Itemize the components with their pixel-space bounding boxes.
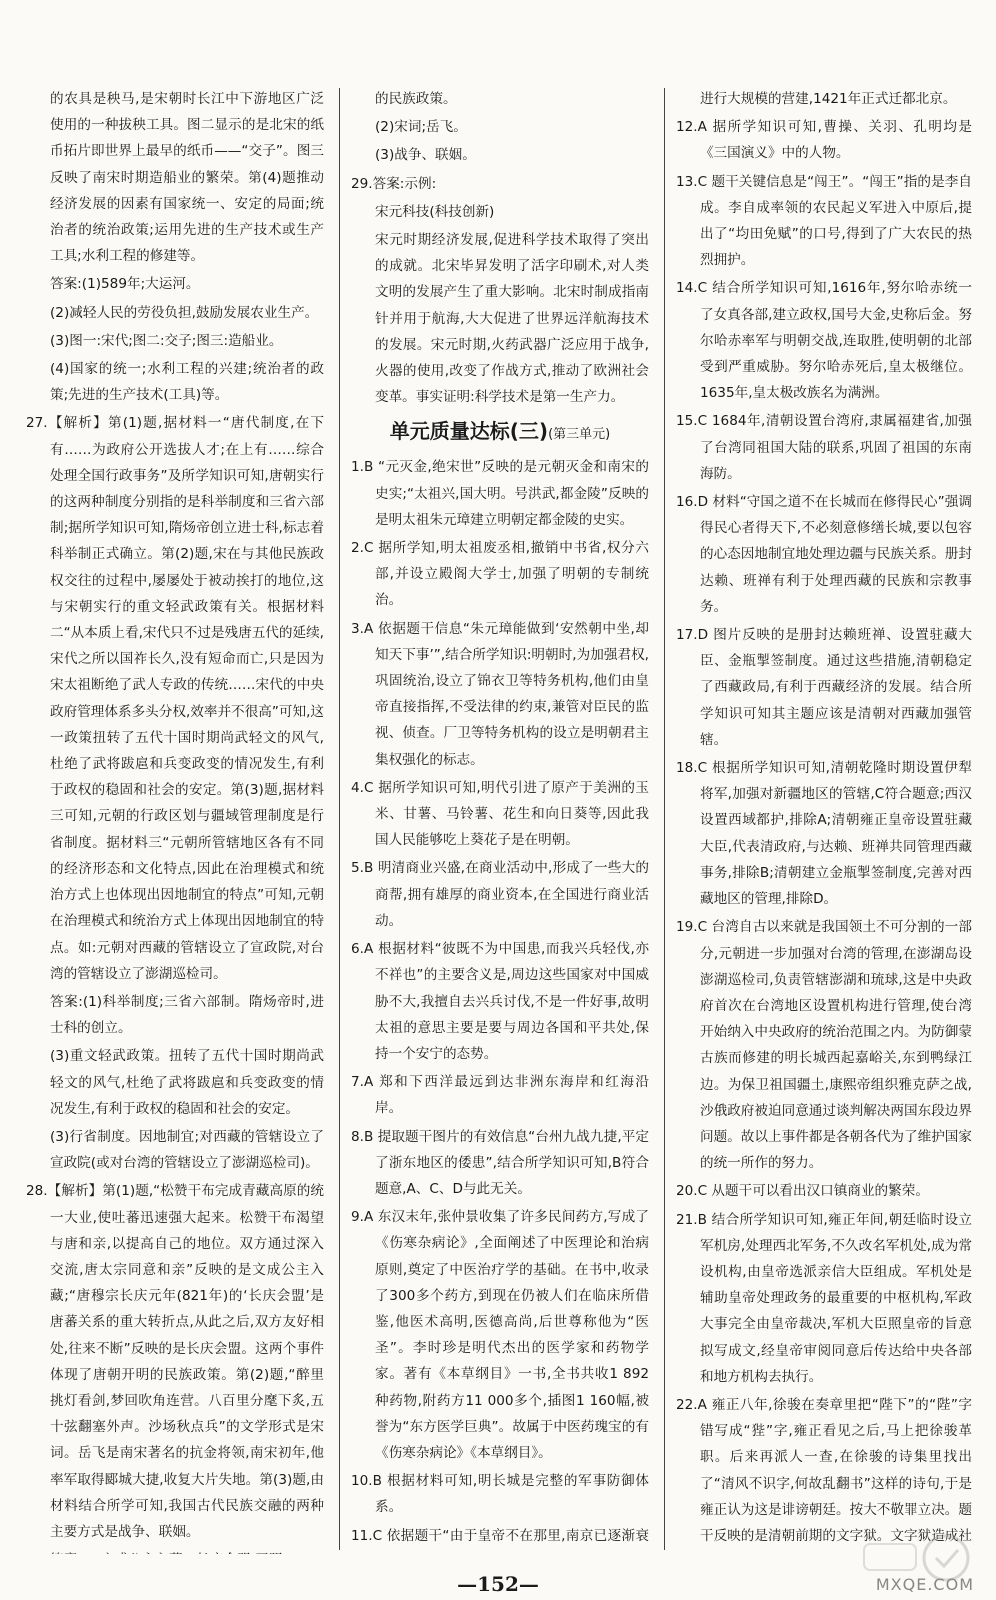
section-title xyxy=(351,416,649,450)
paragraph: (3)图一:宋代;图二:交子;图三:造船业。 xyxy=(50,332,283,349)
paragraph: 宋元时期经济发展,促进科学技术取得了突出的成就。北宋毕昇发明了活字印刷术,对人类文明的发展产生了重大影响。北宋时制成指南针并用于航海,大大促进了世界远洋航海技术的发展。宋元时期,火药武器广泛应用于战争,火器的使用,改变了作战方式,推动了欧洲社会变革。事实证明:科学技术是第一生产力。 xyxy=(375,232,649,406)
paragraph: 2.C 据所学知,明太祖废丞相,撤销中书省,权分六部,并设立殿阁大学士,加强了明朝的专制统治。 xyxy=(351,540,649,609)
paragraph: 的农具是秧马,是宋朝时长江中下游地区广泛使用的一种拔秧工具。图二显示的是北宋的纸币拓片即世界上最早的纸币——“交子”。图三反映了南宋时期造船业的繁荣。第(4)题推动经济发展的因素有国家统一、安定的局面;统治者的统治政策;运用先进的生产技术或生产工具;水利工程的修建等。 xyxy=(50,91,324,265)
column-divider xyxy=(664,88,665,1550)
paragraph: 27.【解析】第(1)题,据材料一“唐代制度,在下有……为政府公开选拔人才;在上有……综合处理全国行政事务”及所学知识可知,唐朝实行的这两种制度分别指的是科举制度和三省六部制;据所学知识可知,隋炀帝创立进士科,标志着科举制正式确立。第(2)题,宋在与其他民族政权交往的过程中,屡屡处于被动挨打的地位,这与宋朝实行的重文轻武政策有关。根据材料二“从本质上看,宋代只不过是残唐五代的延续,宋代之所以国祚长久,没有短命而亡,只是因为宋太祖断绝了武人专政的传统……宋代的中央政府管理体系多头分权,效率并不很高”可知,这一政策扭转了五代十国时期尚武轻文的风气,杜绝了武将跋扈和兵变政变的情况发生,有利于政权的稳固和社会的安定。第(3)题,据材料三可知,元朝的行政区划与疆域管理制度是行省制度。据材料三“元朝所管辖地区各有不同的经济形态和文化特点,因此在治理模式和统治方式上也体现出因地制宜的特点”可知,元朝在治理模式和统治方式上体现出因地制宜的特点。如:元朝对西藏的管辖设立了宣政院,对台湾的管辖设立了澎湖巡检司。 xyxy=(26,415,324,982)
paragraph: 15.C 1684年,清朝设置台湾府,隶属福建省,加强了台湾同祖国大陆的联系,巩固了祖国的东南海防。 xyxy=(676,413,972,482)
paragraph: (4)国家的统一;水利工程的兴建;统治者的政策;先进的生产技术(工具)等。 xyxy=(50,361,324,404)
paragraph: (3)重文轻武政策。扭转了五代十国时期尚武轻文的风气,杜绝了武将跋扈和兵变政变的情况发生,有利于政权的稳固和社会的安定。 xyxy=(50,1048,324,1117)
paragraph: 13.C 题干关键信息是“闯王”。“闯王”指的是李自成。李自成率领的农民起义军进入中原后,提出了“均田免赋”的口号,得到了广大农民的热烈拥护。 xyxy=(676,173,972,269)
paragraph: 9.A 东汉末年,张仲景收集了许多民间药方,写成了《伤寒杂病论》,全面阐述了中医理论和治病原则,奠定了中医治疗学的基础。在书中,收录了300多个药方,到现在仍被人们在临床所借鉴,他医术高明,医德高尚,后世尊称他为“医圣”。李时珍是明代杰出的医学家和药物学家。著有《本草纲目》一书,全书共收1 892种药物,附药方11 000多个,插图1 160幅,被誉为“东方医学巨典”。故属于中医药瑰宝的有《伤寒杂病论》《本草纲目》。 xyxy=(351,1209,649,1461)
answer-line: 答案:(1)589年;大运河。 xyxy=(50,276,200,293)
paragraph: 21.B 结合所学知识可知,雍正年间,朝廷临时设立军机房,处理西北军务,不久改名军机处,成为常设机构,由皇帝选派亲信大臣组成。军机处是辅助皇帝处理政务的最重要的中枢机构,军政大事完全由皇帝裁决,军机大臣照皇帝的旨意拟写成文,经皇帝审阅同意后传达给中央各部和地方机构去执行。 xyxy=(676,1211,972,1385)
answer-line: 29.答案:示例: xyxy=(351,175,437,192)
paragraph: 4.C 据所学知识可知,明代引进了原产于美洲的玉米、甘薯、马铃薯、花生和向日葵等,因此我国人民能够吃上葵花子是在明朝。 xyxy=(351,779,649,849)
answer-page xyxy=(26,84,976,1564)
paragraph: (3)行省制度。因地制宜;对西藏的管辖设立了宣政院(或对台湾的管辖设立了澎湖巡检司)。 xyxy=(50,1128,324,1172)
page-number: —152— xyxy=(457,1572,539,1596)
paragraph: (2)宋词;岳飞。 xyxy=(375,119,467,136)
paragraph: 28.【解析】第(1)题,“松赞干布完成青藏高原的统一大业,使吐蕃迅速强大起来。松赞干布渴望与唐和亲,以提高自己的地位。双方通过深入交流,唐太宗同意和亲”反映的是文成公主入藏;“唐穆宗长庆元年(821年)的‘长庆会盟’是唐蕃关系的重大转折点,从此之后,双方友好相处,往来不断”反映的是长庆会盟。这两个事件体现了唐朝开明的民族政策。第(2)题,“醉里挑灯看剑,梦回吹角连营。八百里分麾下炙,五十弦翻塞外声。沙场秋点兵”的文学形式是宋词。岳飞是南宋著名的抗金将领,南宋初年,他率军取得郾城大捷,收复大片失地。第(3)题,由材料结合所学可知,我国古代民族交融的两种主要方式是战争、联姻。 xyxy=(26,1183,324,1540)
paragraph: 6.A 根据材料“彼既不为中国患,而我兴兵轻伐,亦不祥也”的主要含义是,周边这些国家对中国威胁不大,我擅自去兴兵讨伐,不是一件好事,故明太祖的意思主要是要与周边各国和平共处,保持一个安宁的态势。 xyxy=(351,941,649,1062)
watermark-text: MXQE.COM xyxy=(875,1575,974,1594)
paragraph: 17.D 图片反映的是册封达赖班禅、设置驻藏大臣、金瓶掣签制度。通过这些措施,清朝稳定了西藏政局,有利于西藏经济的发展。结合所学知识可知其主题应该是清朝对西藏加强管辖。 xyxy=(676,627,972,748)
paragraph: (2)减轻人民的劳役负担,鼓励发展农业生产。 xyxy=(50,304,319,321)
column-middle xyxy=(351,84,649,1554)
paragraph: 12.A 据所学知识可知,曹操、关羽、孔明均是《三国演义》中的人物。 xyxy=(676,119,972,162)
paragraph: (3)战争、联姻。 xyxy=(375,147,476,164)
paragraph: 7.A 郑和下西洋最远到达非洲东海岸和红海沿岸。 xyxy=(351,1074,649,1117)
paragraph: 18.C 根据所学知识可知,清朝乾隆时期设置伊犁将军,加强对新疆地区的管辖,C符合题意;西汉设置西域都护,排除A;清朝雍正皇帝设置驻藏大臣,代表清政府,与达赖、班禅共同管理西藏事务,排除B;清朝建立金瓶掣签制度,完善对西藏地区的管理,排除D。 xyxy=(676,760,972,908)
paragraph: 19.C 台湾自古以来就是我国领土不可分割的一部分,元朝进一步加强对台湾的管理,在澎湖岛设澎湖巡检司,负责管辖澎湖和琉球,这是中央政府首次在台湾地区设置机构进行管理,使台湾开始纳入中央政府的统治范围之内。为防御蒙古族而修建的明长城西起嘉峪关,东到鸭绿江边。为保卫祖国疆土,康熙帝组织雅克萨之战,沙俄政府被迫同意通过谈判解决两国东段边界问题。故以上事件都是各朝各代为了维护国家的统一所作的努力。 xyxy=(676,919,972,1172)
paragraph: 14.C 结合所学知识可知,1616年,努尔哈赤统一了女真各部,建立政权,国号大金,史称后金。努尔哈赤率军与明朝交战,连取胜,使明朝的北部受到严重威胁。努尔哈赤死后,皇太极继位。1635年,皇太极改族名为满洲。 xyxy=(676,280,972,402)
paragraph: 3.A 依据题干信息“朱元璋能做到‘安然朝中坐,却知天下事’”,结合所学知识:明朝时,为加强君权,巩固统治,设立了锦衣卫等特务机构,他们由皇帝直接指挥,不受法律的约束,兼管对臣民的监视、侦查。厂卫等特务机构的设立是明朝君主集权强化的标志。 xyxy=(351,620,649,768)
answer-line xyxy=(26,1547,324,1554)
paragraph: 22.A 雍正八年,徐骏在奏章里把“陛下”的“陛”字错写成“狴”字,雍正看见之后,马上把徐骏革职。后来再派人一查,在徐骏的诗集里找出了“清风不识字,何故乱翻书”这样的诗句,于是雍正认为这是诽谤朝廷。按大不敬罪立决。题干反映的是清朝前期的文字狱。文字狱造成社 xyxy=(676,1396,972,1544)
paragraph: 宋元科技(科技创新) xyxy=(375,203,495,220)
column-right xyxy=(676,84,972,1554)
section-title-text: 单元质量达标(三) xyxy=(389,419,549,444)
paragraph: 1.B “元灭金,绝宋世”反映的是元朝灭金和南宋的史实;“太祖兴,国大明。号洪武,都金陵”反映的是明太祖朱元璋建立明朝定都金陵的史实。 xyxy=(351,459,649,528)
paragraph: 进行大规模的营建,1421年正式迁都北京。 xyxy=(700,91,957,107)
column-divider xyxy=(339,88,340,1550)
paragraph: 的民族政策。 xyxy=(375,91,457,107)
paragraph: 11.C 依据题干“由于皇帝不在那里,南京已逐渐衰 xyxy=(351,1527,649,1544)
answer-line: 答案:(1)科举制度;三省六部制。隋炀帝时,进士科的创立。 xyxy=(50,993,324,1037)
paragraph: 5.B 明清商业兴盛,在商业活动中,形成了一些大的商帮,拥有雄厚的商业资本,在全国进行商业活动。 xyxy=(351,860,649,929)
paragraph: 10.B 根据材料可知,明长城是完整的军事防御体系。 xyxy=(351,1473,649,1516)
section-subtitle: (第三单元) xyxy=(548,427,611,443)
column-left xyxy=(26,84,324,1554)
paragraph: 8.B 提取题干图片的有效信息“台州九战九捷,平定了浙东地区的倭患”,结合所学知识可知,B符合题意,A、C、D与此无关。 xyxy=(351,1128,649,1197)
paragraph: 20.C 从题干可以看出汉口镇商业的繁荣。 xyxy=(676,1183,929,1200)
paragraph: 16.D 材料“守国之道不在长城而在修得民心”强调得民心者得天下,不必刻意修缮长城,要以包容的心态因地制宜地处理边疆与民族关系。册封达赖、班禅有利于处理西藏的民族和宗教事务。 xyxy=(676,494,972,615)
